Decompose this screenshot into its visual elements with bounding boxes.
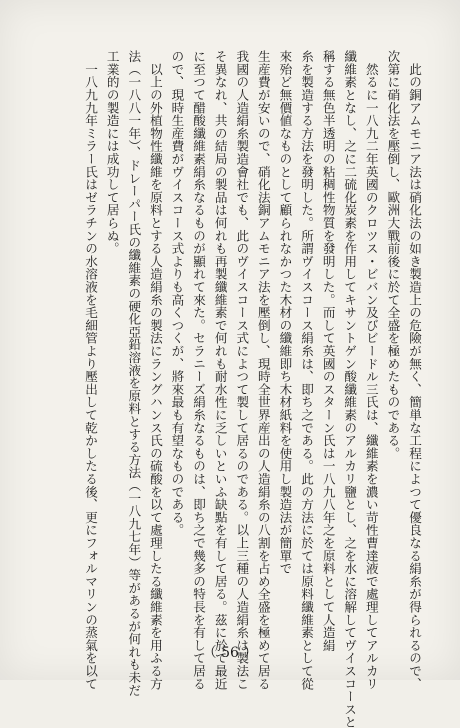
text-column: 然るに一八九二年英國のクロツス・ビバン及びビードル三氏は、纖維素を濃い苛性曹達液で處理してアルカリ bbox=[363, 50, 379, 690]
text-column: 法（一八八一年）、ドレーパー氏の纖維素の硬化亞鉛溶液を原料とする方法（一八九七年）等があるが何れも未だ bbox=[126, 50, 142, 697]
page-number: （ 56 ） bbox=[202, 645, 258, 661]
text-column: 以上の外植物性纖維を原料とする人造絹糸の製法にラングハンス氏の硫酸を以て處理したる纖維素を用ふる方 bbox=[147, 50, 163, 690]
text-column: 來殆ど無價値なものとして顧られなかつた木材の纖維即ち木材紙料を使用し製造法が簡單で bbox=[277, 50, 293, 575]
text-column: 工業的の製造には成功して居らぬ。 bbox=[104, 50, 120, 255]
text-column: 我國の人造絹糸製造會社でも、此のヴイスコース式によつて製して居るのである。以上三種の人造絹糸は製法こ bbox=[234, 50, 250, 690]
text-column: ので、現時生産費がヴイスコース式よりも高くつくが、將來最も有望なものである。 bbox=[169, 50, 185, 537]
text-column: 此の銅アムモニア法は硝化法の如き製造上の危險が無く、簡単な工程によつて優良なる絹糸が得られるので、 bbox=[407, 50, 422, 690]
text-column: 糸を製造する方法を發明した。所謂ヴイスコース絹糸は、即ち之である。此の方法に於ては原料纖維素として從 bbox=[299, 50, 315, 690]
text-column: に至つて醋酸纖維素絹糸なるものが顯れて來た。セラニーズ絹糸なるものは、即ち之で幾多の特長を有して居る bbox=[191, 50, 207, 690]
text-column: 次第に硝化法を壓倒し、歐洲大戰前後に於て全盛を極めたものである。 bbox=[385, 50, 401, 460]
text-column: 一八九九年ミラー氏はゼラチンの水溶液を毛細管より壓出して乾かしたる後、更にフォルマリンの蒸氣を以て bbox=[83, 50, 99, 690]
text-column: 稱する無色半透明の粘稠性物質を發明した。而して英國のスターン氏は一八九八年之を原料として人造絹 bbox=[320, 50, 336, 652]
text-column: 纖維素となし、之に二硫化炭素を作用してキサントゲン酸纖維素のアルカリ鹽とし、之を水に溶解してヴイスコースと bbox=[342, 50, 358, 728]
text-column: そ異なれ、共の結局の製品は何れも再製纖維素で何れも耐水性に乏しいといふ缺點を有して居る。茲に於て最近 bbox=[212, 50, 228, 690]
text-column: 生産費が安いので、硝化法銅アムモニア法を壓倒し、現時全世界産出の人造絹糸の八割を占め全盛を極めて居る bbox=[255, 50, 271, 690]
